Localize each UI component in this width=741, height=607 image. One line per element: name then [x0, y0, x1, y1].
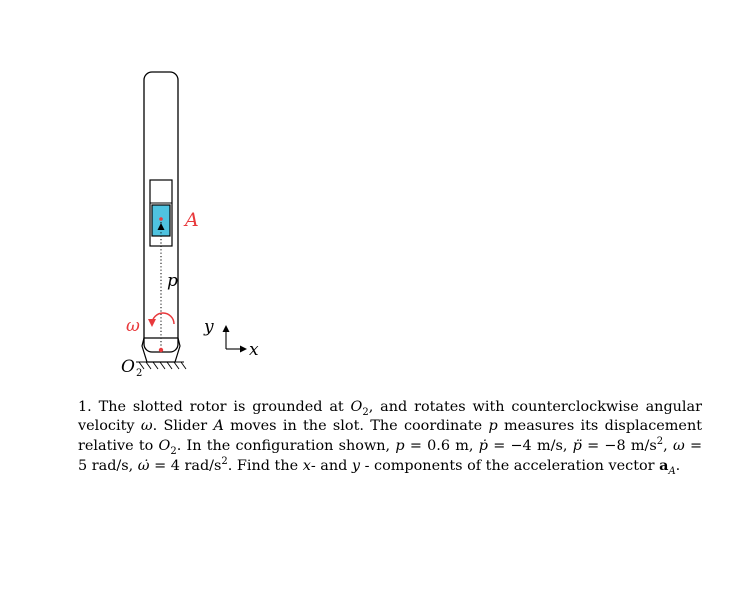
slider-label: A [185, 209, 199, 231]
problem-segment: = 4 rad/s [149, 458, 222, 475]
omega-label: ω [126, 316, 140, 336]
axis-y-arrowhead [223, 325, 230, 332]
problem-segment: p̈ [572, 437, 582, 454]
problem-segment: x [302, 458, 311, 475]
problem-segment: = 5 rad/s, [78, 437, 703, 475]
problem-segment: moves in the slot. The coordinate [223, 418, 489, 435]
coordinate-p-label: p [167, 271, 178, 291]
problem-segment: 2 [362, 406, 369, 418]
problem-segment: = −4 m/s, [487, 437, 573, 454]
ground-label: O [121, 357, 135, 377]
problem-segment: y [351, 458, 361, 475]
problem-segment: . Slider [152, 418, 214, 435]
problem-segment: p [395, 437, 405, 454]
problem-segment: A [213, 418, 224, 435]
problem-segment: 2 [170, 445, 177, 457]
problem-segment: 2 [221, 456, 228, 468]
omega-arrowhead [148, 319, 156, 327]
problem-number: 1. [78, 399, 92, 415]
axis-y-label: y [204, 317, 214, 337]
problem-segment: ω [140, 418, 153, 435]
problem-segment: 2 [656, 436, 664, 448]
ground-subscript: 2 [136, 368, 143, 379]
problem-segment: = −8 m/s [581, 437, 657, 454]
problem-statement [78, 398, 702, 477]
problem-segment: . In the configuration shown, [176, 437, 396, 454]
problem-segment: ω̇ [137, 458, 150, 475]
problem-segment: - components of the acceleration vector [360, 458, 660, 475]
problem-segment: - and [310, 458, 352, 475]
problem-segment: . Find the [227, 458, 303, 475]
axis-x-arrowhead [240, 346, 247, 353]
omega-arc [152, 313, 174, 324]
problem-segment: O [350, 399, 363, 415]
problem-segment: O [158, 437, 171, 454]
problem-segment: a [659, 457, 669, 475]
problem-segment: The slotted rotor is grounded at [91, 399, 351, 415]
problem-segment: ṗ [478, 437, 488, 454]
problem-segment: , [663, 437, 673, 454]
problem-segment: , and rotates with counterclockwise angular velocity [78, 399, 702, 435]
problem-segment: ω [672, 437, 685, 454]
problem-segment: . [675, 458, 681, 475]
pivot-dot [159, 348, 163, 352]
problem-segment: p [488, 418, 498, 435]
slider-center-dot [159, 217, 163, 221]
ground-hatching [139, 362, 186, 369]
problem-segment: A [668, 466, 676, 478]
problem-segment: = 0.6 m, [404, 437, 479, 454]
problem-segment: measures its displacement relative to [78, 418, 703, 454]
axis-x-label: x [249, 340, 259, 360]
problem-body [78, 399, 703, 478]
